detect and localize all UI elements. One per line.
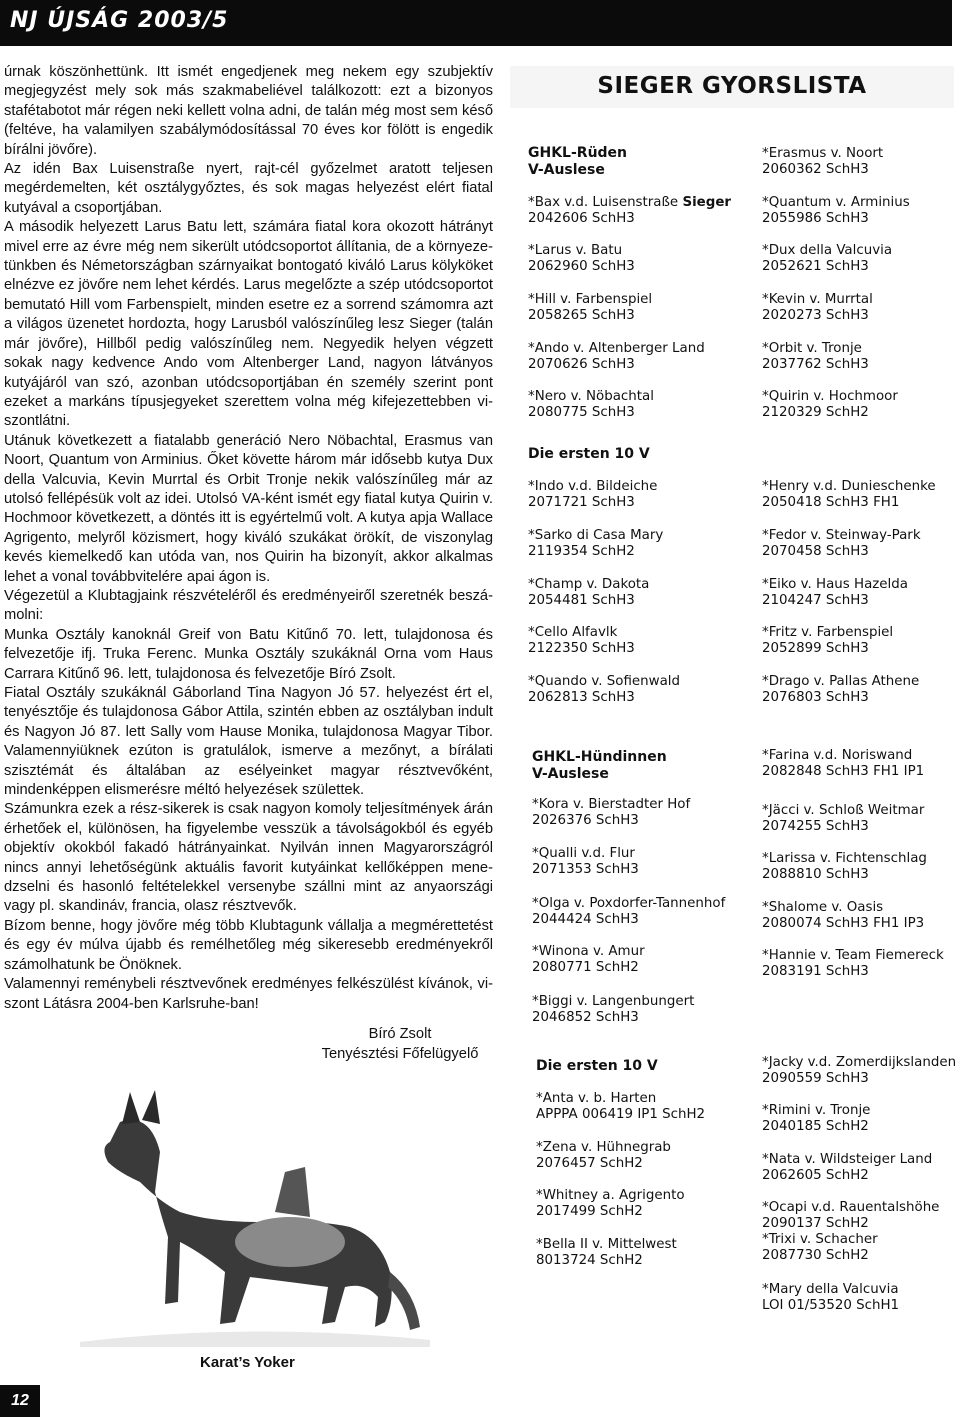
dog-name: *Winona v. Amur — [532, 944, 645, 959]
dog-name: *Dux della Valcuvia — [762, 243, 893, 258]
dog-entry — [532, 944, 645, 976]
dog-name: *Hill v. Farbenspiel — [528, 292, 653, 307]
signature — [310, 1024, 490, 1064]
article-paragraph: Valamennyi reménybeli résztvevőnek eredményes felkészülést kívánok, viszont Látásra 2004-ben Karlsruhe-ban! — [4, 976, 493, 1012]
dog-name: *Shalome v. Oasis — [762, 900, 884, 915]
dog-name: *Bella II v. Mittelwest — [536, 1237, 677, 1252]
dog-name: *Mary della Valcuvia — [762, 1282, 899, 1297]
dog-name: *Champ v. Dakota — [528, 577, 650, 592]
dog-entry — [528, 341, 705, 373]
dog-registration: 2044424 SchH3 — [532, 912, 639, 927]
photo-caption: Karat’s Yoker — [200, 1354, 295, 1371]
dog-entry — [528, 243, 635, 275]
dog-entry — [762, 528, 921, 560]
dog-name: *Ando v. Altenberger Land — [528, 341, 705, 356]
article-paragraph: Utánuk következett a fiatalabb generáció Nero Nöbachtal, Erasmus van Noort, Quantum von Arminius. Őket követte három már idősebb kutya Dux della Valcuvia, Kevin Murrtal és Orbit Tronje nekik valószínűleg már az utolsó fellépésük volt az idei. Utolsó VA-ként ismét egy fiatal kutya Quirin v. Hochmoor következett, a döntés itt is egyértelmű volt. A kutya apja Wallace Agrigento, melyről közismert, hogy kiváló szukákat örökít, de viszonylag kevés kiemelkedő kan utóda van, nos Quirin ha bizonyít, akkor alkalmas lehet a vonal továbbvitelére apai ágon is. — [4, 432, 493, 585]
dog-name: *Orbit v. Tronje — [762, 341, 862, 356]
dog-name: *Quantum v. Arminius — [762, 195, 910, 210]
dog-registration: 2046852 SchH3 — [532, 1010, 639, 1025]
page-number: 12 — [0, 1385, 40, 1417]
dog-name: *Hannie v. Team Fiemereck — [762, 948, 944, 963]
dog-entry — [536, 1140, 671, 1172]
dog-name: *Olga v. Poxdorfer-Tannenhof — [532, 896, 726, 911]
dog-registration: 2070626 SchH3 — [528, 357, 635, 372]
dog-name: *Whitney a. Agrigento — [536, 1188, 685, 1203]
section-subtitle: V-Auslese — [528, 162, 605, 178]
dog-name: *Bax v.d. Luisenstraße — [528, 195, 683, 210]
dog-registration: 2088810 SchH3 — [762, 867, 869, 882]
article-paragraph: Fiatal Osztály szukáknál Gáborland Tina Nagyon Jó 57. helyezést ért el, tenyésztője és tulajdonosa Gábor Attila, szintén ebben az osztályban indult és Nagyon Jó 87. lett Sally vom Hause Monika, tulajdonosa Magyar Tibor. Valamennyiüknek ezúton is gratulálok, ismerve a mezőnyt, a bírálati szisztémát és általában az esélyeinket magyar résztvevőként, mindenképpen elismerésre méltó helyezések születtek. — [4, 685, 493, 799]
dog-name: *Jäcci v. Schloß Weitmar — [762, 803, 925, 818]
dog-entry — [532, 896, 725, 928]
dog-entry — [532, 846, 639, 878]
dog-entry — [528, 195, 731, 227]
article-paragraph: Munka Osztály kanoknál Greif von Batu Kitűnő 70. lett, tulajdonosa és felvezetője ifj. Truka Ferenc. Munka Osztály szukáknál Orna vom Haus Carrara Kitűnő 96. lett, tulajdonosa és felvezetője Bíró Zsolt. — [4, 626, 493, 682]
dog-entry — [762, 900, 924, 932]
section-heading-rueden-top10: Die ersten 10 V — [528, 446, 650, 462]
dog-registration: APPPA 006419 IP1 SchH2 — [536, 1107, 706, 1122]
dog-registration: 2082848 SchH3 FH1 IP1 — [762, 764, 925, 779]
dog-name: *Anta v. b. Harten — [536, 1091, 657, 1106]
dog-registration: 2054481 SchH3 — [528, 593, 635, 608]
dog-entry — [762, 674, 919, 706]
dog-registration: 2050418 SchH3 FH1 — [762, 495, 900, 510]
dog-entry — [528, 389, 654, 421]
article-paragraph: Bízom benne, hogy jövőre még több Klubtagunk vállalja a megmérettetést és egy év múlva újabb és remélhetőleg még sikeresebb eredményekről számolhatunk be Önöknek. — [4, 917, 493, 973]
dog-name: *Jacky v.d. Zomerdijkslanden — [762, 1055, 957, 1070]
dog-registration: 2070458 SchH3 — [762, 544, 869, 559]
dog-registration: 2119354 SchH2 — [528, 544, 635, 559]
dog-entry — [528, 577, 649, 609]
dog-title: Sieger — [682, 195, 732, 210]
dog-name: *Sarko di Casa Mary — [528, 528, 664, 543]
dog-registration: 2074255 SchH3 — [762, 819, 869, 834]
dog-registration: 2071721 SchH3 — [528, 495, 635, 510]
dog-entry — [762, 948, 944, 980]
dog-entry — [532, 994, 694, 1026]
dog-name: *Indo v.d. Bildeiche — [528, 479, 658, 494]
dog-entry — [528, 625, 635, 657]
dog-name: *Kevin v. Murrtal — [762, 292, 873, 307]
dog-registration: 2076803 SchH3 — [762, 690, 869, 705]
dog-entry — [762, 577, 908, 609]
dog-registration: 2080771 SchH2 — [532, 960, 639, 975]
dog-registration: 2104247 SchH3 — [762, 593, 869, 608]
dog-entry — [762, 146, 883, 178]
sieger-title: SIEGER GYORSLISTA — [597, 73, 867, 99]
dog-registration: 2076457 SchH2 — [536, 1156, 643, 1171]
dog-registration: 2040185 SchH2 — [762, 1119, 869, 1134]
dog-name: *Larus v. Batu — [528, 243, 623, 258]
magazine-title: NJ ÚJSÁG 2003/5 — [10, 8, 229, 33]
section-heading-rueden — [528, 145, 627, 179]
dog-registration: LOI 01/53520 SchH1 — [762, 1298, 900, 1313]
dog-entry — [762, 1103, 870, 1135]
dog-registration: 2042606 SchH3 — [528, 211, 635, 226]
dog-name: *Erasmus v. Noort — [762, 146, 884, 161]
dog-entry — [762, 479, 936, 511]
dog-entry — [762, 292, 873, 324]
dog-entry — [532, 797, 690, 829]
dog-entry — [762, 1152, 932, 1184]
dog-name: *Rimini v. Tronje — [762, 1103, 871, 1118]
dog-registration: 2037762 SchH3 — [762, 357, 869, 372]
dog-name: *Fritz v. Farbenspiel — [762, 625, 894, 640]
article-paragraph: A második helyezett Larus Batu lett, számára fiatal kora okozott hátrányt mivel erre az évre még nem sikerült utódcsoportot állítania, de a környezetünkben és Németországban szárnyaikat bontogató kiváló Larus kölyköket elnézve ez jövőre nem lehet kérdés. Larus megelőzte a szép utódcsoportot bemutató Hill vom Farbenspielt, minden esetre ez a sorrend számomra azt a világos üzenetet hordozta, hogy Larusból valószínűleg lesz Sieger (talán már jövőre), Hillből pedig valószínűleg nem. Negyedik helyen végzett sokak nagy kedvence Ando vom Altenberger Land, nagyon látványos kutyájáról van szó, azonban utódcsoportjában én személy szerint pont ezeket a markáns típusjegyeket szerettem volna még kifejezettebben viszontlátni. — [4, 219, 493, 430]
dog-entry — [528, 528, 663, 560]
article-paragraph: Végezetül a Klubtagjaink részvételéről és eredményeiről szeretnék beszámolni: — [4, 587, 493, 624]
dog-entry — [536, 1237, 677, 1269]
dog-registration: 2055986 SchH3 — [762, 211, 869, 226]
dog-name: *Trixi v. Schacher — [762, 1232, 878, 1247]
dog-entry — [762, 851, 927, 883]
dog-registration: 2060362 SchH3 — [762, 162, 869, 177]
dog-registration: 2120329 SchH2 — [762, 405, 869, 420]
dog-registration: 2052621 SchH3 — [762, 259, 869, 274]
dog-name: *Larissa v. Fichtenschlag — [762, 851, 927, 866]
dog-registration: 2080775 SchH3 — [528, 405, 635, 420]
dog-registration: 2080074 SchH3 FH1 IP3 — [762, 916, 925, 931]
dog-registration: 2026376 SchH3 — [532, 813, 639, 828]
dog-entry — [762, 1200, 939, 1264]
dog-entry — [762, 243, 892, 275]
dog-entry — [762, 625, 893, 657]
dog-entry — [762, 1282, 899, 1314]
dog-entry — [528, 674, 680, 706]
dog-name: *Henry v.d. Dunieschenke — [762, 479, 936, 494]
article-body — [4, 63, 493, 1014]
dog-entry — [762, 195, 910, 227]
dog-entry — [762, 748, 924, 780]
dog-name: *Biggi v. Langenbungert — [532, 994, 695, 1009]
dog-entry — [762, 803, 924, 835]
dog-registration: 2058265 SchH3 — [528, 308, 635, 323]
dog-registration: 2090137 SchH2 — [762, 1216, 869, 1231]
dog-name: *Fedor v. Steinway-Park — [762, 528, 921, 543]
dog-entry — [762, 389, 898, 421]
dog-entry — [536, 1091, 705, 1123]
dog-registration: 8013724 SchH2 — [536, 1253, 643, 1268]
dog-registration: 2083191 SchH3 — [762, 964, 869, 979]
dog-name: *Farina v.d. Noriswand — [762, 748, 913, 763]
dog-name: *Cello Alfavlk — [528, 625, 618, 640]
section-title: GHKL-Rüden — [528, 145, 628, 161]
dog-registration: 2020273 SchH3 — [762, 308, 869, 323]
dog-entry — [762, 1055, 956, 1087]
section-heading-huendinnen — [532, 749, 667, 783]
dog-name: *Ocapi v.d. Rauentalshöhe — [762, 1200, 940, 1215]
dog-name: *Eiko v. Haus Hazelda — [762, 577, 908, 592]
section-heading-huendinnen-top10: Die ersten 10 V — [536, 1058, 658, 1074]
dog-name: *Kora v. Bierstadter Hof — [532, 797, 691, 812]
dog-name: *Quando v. Sofienwald — [528, 674, 680, 689]
dog-name: *Qualli v.d. Flur — [532, 846, 635, 861]
article-paragraph: Az idén Bax Luisenstraße nyert, rajt-cél győzelmet aratott teljesen megérdemelten, két osztálygyőztes, és sok magas helyezést elért fiatal kutyával a csoportjában. — [4, 161, 493, 216]
dog-registration: 2090559 SchH3 — [762, 1071, 869, 1086]
dog-registration: 2071353 SchH3 — [532, 862, 639, 877]
section-title: GHKL-Hündinnen — [532, 749, 667, 765]
dog-registration: 2052899 SchH3 — [762, 641, 869, 656]
dog-name: *Zena v. Hühnegrab — [536, 1140, 671, 1155]
article-paragraph: Számunkra ezek a rész-sikerek is csak nagyon komoly teljesítmények árán érhetőek el, különösen, ha figyelembe vesszük a távolságokból és egyéb objektív okokból fakadó hátrányainkat. Nyilván innen Magyarországról nincs annyi lehetőségünk aktuális favorit kutyáinkat kellőképpen menedzselni és hasonló feltételekkel versenybe szállni mint az anyaországi vagy pl. skandináv, francia, olasz résztvevők. — [4, 801, 493, 915]
dog-entry — [762, 341, 869, 373]
article-paragraph: úrnak köszönhettünk. Itt ismét engedjenek meg nekem egy szubjektív megjegyzést mely sok más szakmabeliével találkozott: ezt a bizonyos stafétabotot már régen neki kellett volna adni, de talán még most sem késő (feltéve, ha valamilyen szabálymódosítással 70 éves kor fölött is engedik bírálni jövőre). — [4, 64, 493, 158]
dog-registration: 2087730 SchH2 — [762, 1248, 869, 1263]
dog-photo — [60, 1072, 440, 1347]
dog-registration: 2017499 SchH2 — [536, 1204, 643, 1219]
dog-registration: 2122350 SchH3 — [528, 641, 635, 656]
dog-registration: 2062960 SchH3 — [528, 259, 635, 274]
section-subtitle: V-Auslese — [532, 766, 609, 782]
dog-entry — [536, 1188, 685, 1220]
dog-name: *Nero v. Nöbachtal — [528, 389, 654, 404]
signature-name: Bíró Zsolt — [368, 1026, 432, 1042]
dog-name: *Drago v. Pallas Athene — [762, 674, 920, 689]
signature-title: Tenyésztési Főfelügyelő — [321, 1046, 479, 1062]
dog-registration: 2062813 SchH3 — [528, 690, 635, 705]
dog-entry — [528, 479, 657, 511]
dog-name: *Nata v. Wildsteiger Land — [762, 1152, 933, 1167]
dog-registration: 2062605 SchH2 — [762, 1168, 869, 1183]
dog-entry — [528, 292, 652, 324]
dog-name: *Quirin v. Hochmoor — [762, 389, 898, 404]
